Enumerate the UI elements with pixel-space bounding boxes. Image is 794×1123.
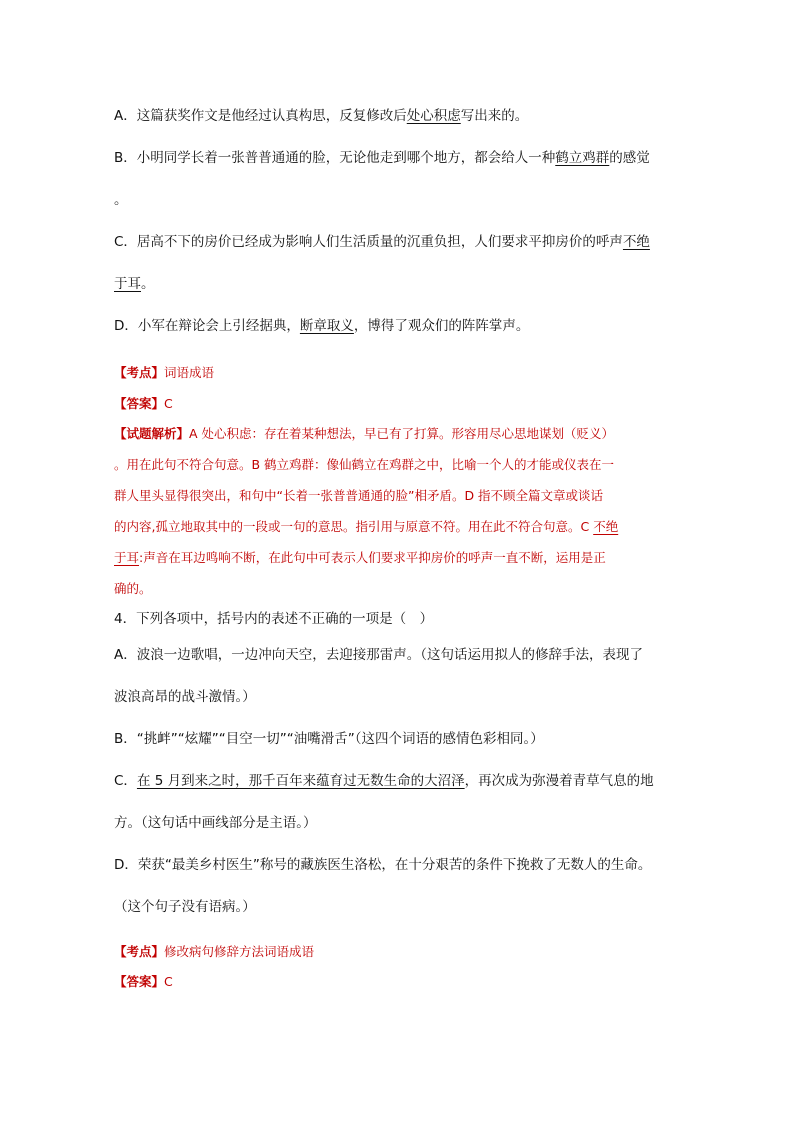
- option-text: 。: [141, 276, 155, 292]
- q3-option-b-cont: 。: [114, 192, 128, 208]
- q3-option-c: [114, 233, 684, 251]
- q4-option-b: B．“挑衅”“炫耀”“目空一切”“油嘴滑舌”（这四个词语的感情色彩相同。）: [114, 731, 544, 747]
- option-text: ，博得了观众们的阵阵掌声。: [353, 318, 530, 334]
- q3-option-c-cont: [114, 275, 684, 293]
- answer-label: 【答案】: [114, 974, 165, 989]
- analysis-text: A 处心积虑：存在着某种想法，早已有了打算。形容用尽心思地谋划（贬义）: [189, 426, 615, 441]
- q4-option-d: D．荣获“最美乡村医生”称号的藏族医生洛松，在十分艰苦的条件下挽救了无数人的生命。: [114, 857, 652, 873]
- q4-kaodian: [114, 943, 684, 961]
- q4-option-c-cont: 方。（这句话中画线部分是主语。）: [114, 815, 317, 831]
- underlined-idiom: 处心积虑: [406, 108, 461, 124]
- option-text: C．: [114, 773, 137, 789]
- q4-option-a: A．波浪一边歌唱，一边冲向天空，去迎接那雷声。（这句话运用拟人的修辞手法，表现了: [114, 647, 643, 663]
- option-text: B．小明同学长着一张普普通通的脸，无论他走到哪个地方，都会给人一种: [114, 150, 556, 166]
- underlined-idiom: 鹤立鸡群: [555, 150, 610, 166]
- q4-option-d-cont: （这个句子没有语病。）: [114, 899, 256, 915]
- answer-text: C: [164, 974, 173, 989]
- q3-analysis-line-6: 确的。: [114, 581, 152, 596]
- q3-analysis-line-1: [114, 425, 684, 443]
- option-text: A．这篇获奖作文是他经过认真构思，反复修改后: [114, 108, 407, 124]
- answer-text: C: [164, 396, 173, 411]
- q3-option-a: [114, 107, 684, 125]
- kaodian-text: 修改病句修辞方法词语成语: [164, 944, 315, 959]
- q3-analysis-line-5: [114, 549, 684, 567]
- kaodian-text: 词语成语: [164, 365, 215, 380]
- underlined-phrase: 在 5 月到来之时，那千百年来蕴育过无数生命的大沼泽: [136, 773, 465, 789]
- kaodian-label: 【考点】: [114, 944, 165, 959]
- underlined-idiom: 于耳: [114, 276, 141, 292]
- option-text: D．小军在辩论会上引经据典，: [114, 318, 300, 334]
- analysis-label: 【试题解析】: [114, 426, 190, 441]
- q4-option-a-cont: 波浪高昂的战斗激情。）: [114, 689, 256, 705]
- q3-analysis-line-2: 。用在此句不符合句意。B 鹤立鸡群：像仙鹤立在鸡群之中，比喻一个人的才能或仪表在一: [114, 457, 615, 472]
- underlined-idiom: 不绝: [622, 234, 650, 250]
- q3-answer: [114, 395, 684, 413]
- q3-option-d: [114, 317, 684, 335]
- answer-label: 【答案】: [114, 396, 165, 411]
- q3-analysis-line-4: [114, 518, 684, 536]
- q4-answer: [114, 973, 684, 991]
- underlined-idiom: 断章取义: [299, 318, 354, 334]
- q3-analysis-line-3: 群人里头显得很突出，和句中“长着一张普普通通的脸”相矛盾。D 指不顾全篇文章或谈话: [114, 488, 604, 503]
- kaodian-label: 【考点】: [114, 365, 165, 380]
- q4-option-c: [114, 772, 684, 790]
- analysis-text: :声音在耳边鸣响不断，在此句中可表示人们要求平抑房价的呼声一直不断，运用是正: [139, 550, 606, 565]
- q3-option-b: [114, 149, 684, 167]
- option-text: 写出来的。: [460, 108, 529, 124]
- underlined-idiom: 于耳: [114, 550, 140, 565]
- option-text: 的感觉: [609, 150, 650, 166]
- q3-kaodian: [114, 364, 684, 382]
- option-text: ，再次成为弥漫着青草气息的地: [464, 773, 654, 789]
- underlined-idiom: 不绝: [593, 519, 619, 534]
- option-text: C．居高不下的房价已经成为影响人们生活质量的沉重负担，人们要求平抑房价的呼声: [114, 234, 623, 250]
- analysis-text: 的内容,孤立地取其中的一段或一句的意思。指引用与原意不符。用在此不符合句意。C: [114, 519, 594, 534]
- q4-stem: 4．下列各项中，括号内的表述不正确的一项是（ ）: [114, 611, 434, 627]
